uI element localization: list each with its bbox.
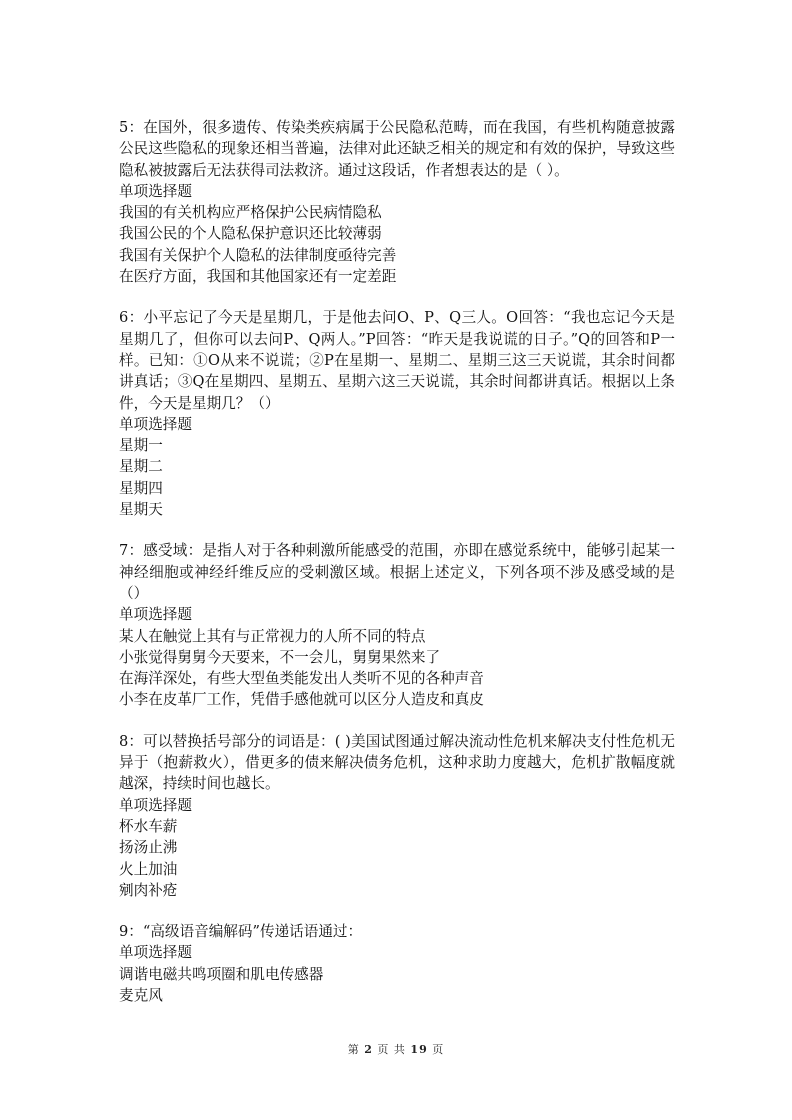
option-b: 我国公民的个人隐私保护意识还比较薄弱 bbox=[119, 225, 382, 243]
option-a: 某人在触觉上其有与正常视力的人所不同的特点 bbox=[119, 627, 426, 645]
question-7 bbox=[119, 540, 675, 710]
question-text: 5：在国外，很多遗传、传染类疾病属于公民隐私范畴，而在我国，有些机构随意披露公民这些隐私的现象还相当普遍，法律对此还缺乏相关的规定和有效的保护，导致这些隐私被披露后无法获得司法救济。通过这段话，作者想表达的是（ ）。 bbox=[119, 119, 675, 179]
question-type: 单项选择题 bbox=[119, 944, 192, 962]
question-9 bbox=[119, 921, 675, 1006]
option-c: 火上加油 bbox=[119, 860, 178, 878]
footer-prefix: 第 bbox=[347, 1043, 360, 1056]
footer-suffix: 页 bbox=[432, 1043, 445, 1056]
option-b: 麦克风 bbox=[119, 986, 163, 1004]
question-text: 9：“高级语音编解码”传递话语通过： bbox=[119, 923, 363, 941]
question-type: 单项选择题 bbox=[119, 796, 192, 814]
option-b: 星期二 bbox=[119, 458, 163, 476]
question-type: 单项选择题 bbox=[119, 182, 192, 200]
option-a: 我国的有关机构应严格保护公民病情隐私 bbox=[119, 204, 382, 222]
page-footer bbox=[0, 1041, 792, 1057]
question-text: 8：可以替换括号部分的词语是：( )美国试图通过解决流动性危机来解决支付性危机无异于（抱薪救火），借更多的债来解决债务危机，这种求助力度越大，危机扩散幅度就越深，持续时间也越长。 bbox=[119, 732, 675, 793]
question-8 bbox=[119, 731, 675, 901]
question-type: 单项选择题 bbox=[119, 606, 192, 624]
option-d: 剜肉补疮 bbox=[119, 881, 178, 899]
option-b: 扬汤止沸 bbox=[119, 839, 178, 857]
question-5 bbox=[119, 117, 675, 287]
footer-middle: 页 共 bbox=[377, 1043, 406, 1056]
option-a: 杯水车薪 bbox=[119, 817, 178, 835]
option-a: 调谐电磁共鸣项圈和肌电传感器 bbox=[119, 965, 324, 983]
option-d: 在医疗方面，我国和其他国家还有一定差距 bbox=[119, 268, 397, 286]
option-c: 星期四 bbox=[119, 479, 163, 497]
option-d: 星期天 bbox=[119, 501, 163, 519]
option-d: 小李在皮革厂工作，凭借手感他就可以区分人造皮和真皮 bbox=[119, 691, 484, 709]
question-text: 7：感受域：是指人对于各种刺激所能感受的范围，亦即在感觉系统中，能够引起某一神经细胞或神经纤维反应的受刺激区域。根据上述定义，下列各项不涉及感受域的是（） bbox=[119, 542, 675, 602]
current-page-number: 2 bbox=[364, 1043, 373, 1056]
option-c: 我国有关保护个人隐私的法律制度亟待完善 bbox=[119, 246, 397, 264]
question-type: 单项选择题 bbox=[119, 415, 192, 433]
document-page bbox=[119, 117, 675, 1026]
question-6 bbox=[119, 307, 675, 520]
total-pages-number: 19 bbox=[410, 1043, 428, 1056]
option-c: 在海洋深处，有些大型鱼类能发出人类听不见的各种声音 bbox=[119, 670, 484, 688]
option-b: 小张觉得舅舅今天要来，不一会儿，舅舅果然来了 bbox=[119, 648, 441, 666]
option-a: 星期一 bbox=[119, 437, 163, 455]
question-text: 6：小平忘记了今天是星期几，于是他去问O、P、Q三人。O回答：“我也忘记今天是星期几了，但你可以去问P、Q两人。”P回答：“昨天是我说谎的日子。”Q的回答和P一样。已知：①O从来不说谎；②P在星期一、星期二、星期三这三天说谎，其余时间都讲真话；③Q在星期四、星期五、星期六这三天说谎，其余时间都讲真话。根据以上条件，今天是星期几？（） bbox=[119, 309, 675, 412]
